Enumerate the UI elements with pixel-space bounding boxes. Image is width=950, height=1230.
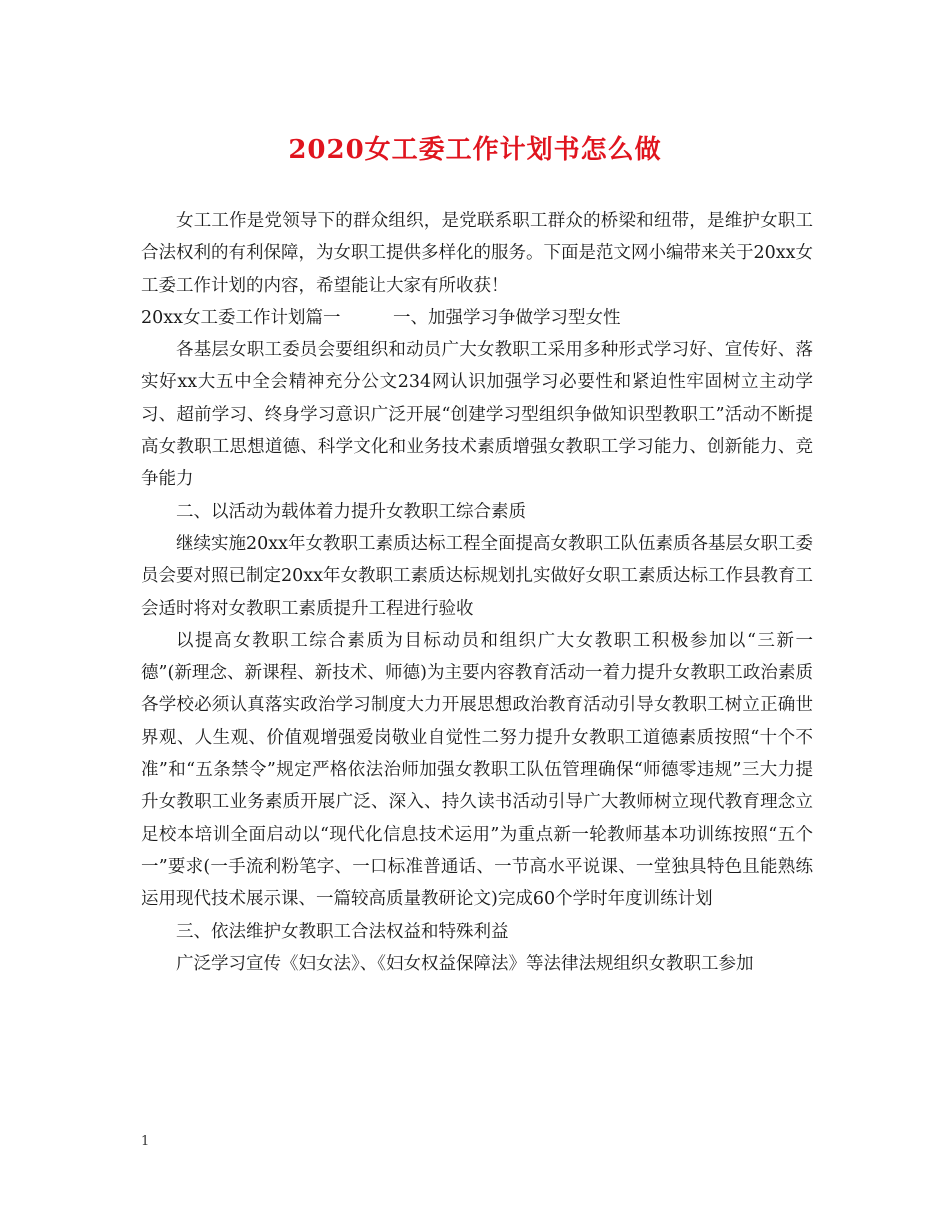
section-heading-plan-one: 20xx女工委工作计划篇一 一、加强学习争做学习型女性 <box>141 307 621 328</box>
paragraph-intro: 女工工作是党领导下的群众组织，是党联系职工群众的桥梁和纽带，是维护女职工合法权利的有利保障，为女职工提供多样化的服务。下面是范文网小编带来关于20xx女工委工作计划的内容，希望能让大家有所收获！ <box>141 211 814 296</box>
section-heading-activities: 二、以活动为载体着力提升女教职工综合素质 <box>176 501 526 522</box>
paragraph-law-study: 广泛学习宣传《妇女法》、《妇女权益保障法》等法律法规组织女教职工参加 <box>176 953 754 974</box>
document-body <box>141 205 813 980</box>
paragraph-learning: 各基层女职工委员会要组织和动员广大女教职工采用多种形式学习好、宣传好、落实好xx大五中全会精神充分公文234网认识加强学习必要性和紧迫性牢固树立主动学习、超前学习、终身学习意识广泛开展“创建学习型组织争做知识型教职工”活动不断提高女教职工思想道德、科学文化和业务技术素质增强女教职工学习能力、创新能力、竞争能力 <box>141 340 813 490</box>
section-heading-rights: 三、依法维护女教职工合法权益和特殊利益 <box>176 921 509 942</box>
page-number: 1 <box>141 1134 150 1149</box>
paragraph-quality-project: 继续实施20xx年女教职工素质达标工程全面提高女教职工队伍素质各基层女职工委员会要对照已制定20xx年女教职工素质达标规划扎实做好女职工素质达标工作县教育工会适时将对女教职工素质提升工程进行验收 <box>141 533 814 619</box>
document-title: 2020女工委工作计划书怎么做 <box>288 135 662 165</box>
paragraph-comprehensive-quality: 以提高女教职工综合素质为目标动员和组织广大女教职工积极参加以“三新一德”(新理念、新课程、新技术、师德)为主要内容教育活动一着力提升女教职工政治素质各学校必须认真落实政治学习制度大力开展思想政治教育活动引导女教职工树立正确世界观、人生观、价值观增强爱岗敬业自觉性二努力提升女教职工道德素质按照“十个不准”和“五条禁令”规定严格依法治师加强女教职工队伍管理确保“师德零违规”三大力提升女教职工业务素质开展广泛、深入、持久读书活动引导广大教师树立现代教育理念立足校本培训全面启动以“现代化信息技术运用”为重点新一轮教师基本功训练按照“五个一”要求(一手流利粉笔字、一口标准普通话、一节高水平说课、一堂独具特色且能熟练运用现代技术展示课、一篇较高质量教研论文)完成60个学时年度训练计划 <box>141 630 813 910</box>
